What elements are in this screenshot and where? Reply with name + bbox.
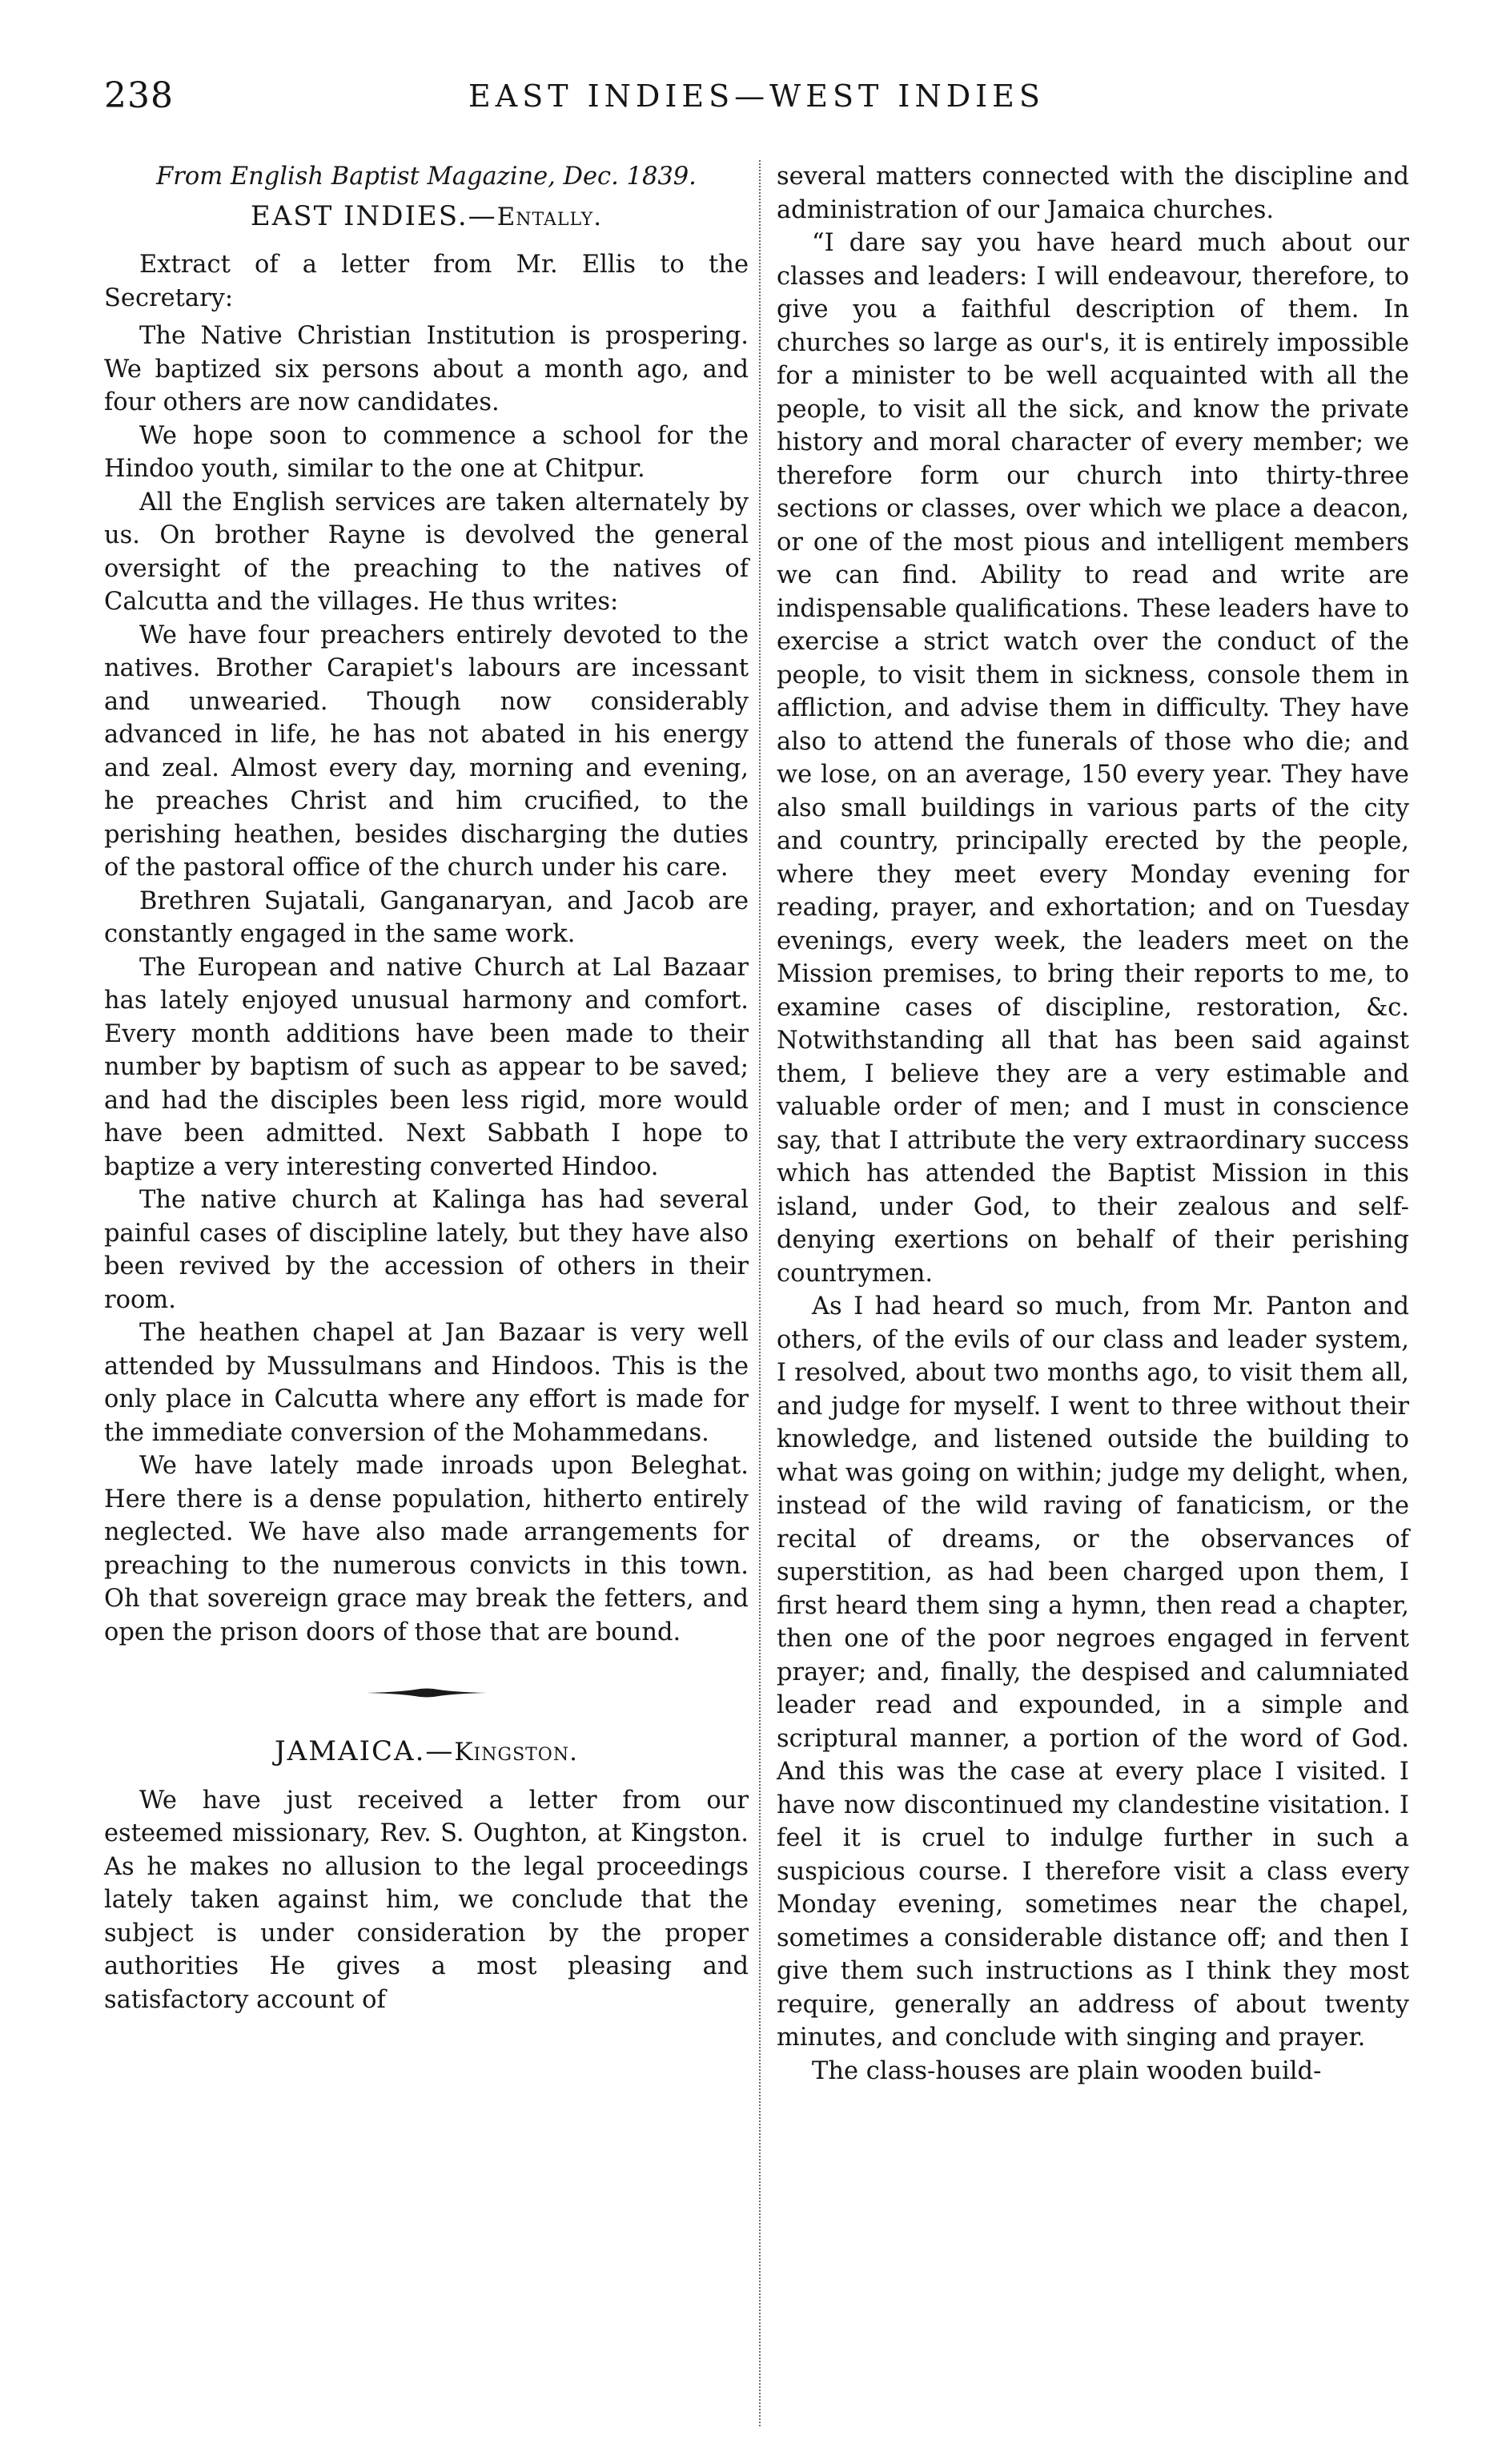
paragraph: All the English services are taken alternately by us. On brother Rayne is devolved the general oversight of the preaching to the natives of Calcutta and the villages. He thus writes: [104, 488, 749, 616]
paragraph: “I dare say you have heard much about our classes and leaders: I will endeavour, therefore, to give you a faithful description of them. In churches so large as our's, it is entirely impossible for a minister to be well acquainted with all the people, to visit all the sick, and know the private history and moral character of every member; we therefore form our church into thirty-three sections or classes, over which we place a deacon, or one of the most pious and intelligent members we can find. Ability to read and write are indispensable qualifications. These leaders have to exercise a strict watch over the conduct of the people, to visit them in sickness, console them in affliction, and advise them in difficulty. They have also to attend the funerals of those who die; and we lose, on an average, 150 every year. They have also small buildings in various parts of the city and country, principally erected by the people, where they meet every Monday evening for reading, prayer, and exhortation; and on Tuesday evenings, every week, the leaders meet on the Mission premises, to bring their reports to me, to examine cases of discipline, restoration, &c. Notwithstanding all that has been said against them, I believe they are a very estimable and valuable order of men; and I must in conscience say, that I attribute the very extraordinary success which has attended the Baptist Mission in this island, under God, to their zealous and self-denying exertions on behalf of their perishing countrymen. [777, 229, 1409, 1288]
paragraph: The European and native Church at Lal Bazaar has lately enjoyed unusual harmony and comfort. Every month additions have been made to their number by baptism of such as appear to be saved; and had the disciples been less rigid, more would have been admitted. Next Sabbath I hope to baptize a very interesting converted Hindoo. [104, 953, 749, 1181]
heading-main: EAST INDIES.— [250, 199, 497, 232]
paragraph: The Native Christian Institution is prospering. We baptized six persons about a month ago, and four others are now candidates. [104, 322, 749, 416]
left-column [104, 160, 749, 2016]
right-column [777, 160, 1409, 2088]
page [104, 72, 1409, 2442]
divider-ornament-icon [367, 1685, 487, 1701]
source-line: From English Baptist Magazine, Dec. 1839. [156, 163, 697, 191]
running-head [104, 72, 1409, 128]
ornamental-divider [104, 1665, 749, 1721]
section-heading-jamaica [104, 1735, 749, 1770]
paragraph: The heathen chapel at Jan Bazaar is very well attended by Mussulmans and Hindoos. This is the only place in Calcutta where any effort is made for the immediate conversion of the Mohammedans. [104, 1319, 749, 1447]
paragraph: We have just received a letter from our esteemed missionary, Rev. S. Oughton, at Kingston. As he makes no allusion to the legal proceedings lately taken against him, we conclude that the subject is under consideration by the proper authorities He gives a most pleasing and satisfactory account of [104, 1786, 749, 2014]
column-rule [759, 160, 761, 2426]
paragraph: We have four preachers entirely devoted to the natives. Brother Carapiet's labours are incessant and unwearied. Though now considerably advanced in life, he has not abated in his energy and zeal. Almost every day, morning and evening, he preaches Christ and him crucified, to the perishing heathen, besides discharging the duties of the pastoral office of the church under his care. [104, 621, 749, 882]
paragraph: We have lately made inroads upon Beleghat. Here there is a dense population, hitherto entirely neglected. We have also made arrangements for preaching to the numerous convicts in this town. Oh that sovereign grace may break the fetters, and open the prison doors of those that are bound. [104, 1452, 749, 1646]
paragraph: Brethren Sujatali, Ganganaryan, and Jacob are constantly engaged in the same work. [104, 886, 749, 948]
section-heading-east-indies [104, 200, 749, 235]
paragraph: The class-houses are plain wooden build- [812, 2056, 1322, 2085]
paragraph: As I had heard so much, from Mr. Panton and others, of the evils of our class and leader system, I resolved, about two months ago, to visit them all, and judge for myself. I went to three without their knowledge, and listened outside the building to what was going on within; judge my delight, when, instead of the wild raving of fanaticism, or the recital of dreams, or the observances of superstition, as had been charged upon them, I first heard them sing a hymn, then read a chapter, then one of the poor negroes engaged in fervent prayer; and, finally, the despised and calumniated leader read and expounded, in a simple and scriptural manner, a portion of the word of God. And this was the case at every place I visited. I have now discontinued my clandestine visitation. I feel it is cruel to indulge further in such a suspicious course. I therefore visit a class every Monday evening, sometimes near the chapel, sometimes a considerable distance off; and then I give them such instructions as I think they most require, generally an address of about twenty minutes, and conclude with singing and prayer. [777, 1292, 1409, 2052]
paragraph: Extract of a letter from Mr. Ellis to the Secretary: [104, 251, 749, 312]
page-number: 238 [104, 75, 174, 116]
heading-sub: Kingston. [454, 1738, 578, 1767]
paragraph: several matters connected with the discipline and administration of our Jamaica churches. [777, 163, 1409, 224]
heading-main: JAMAICA.— [275, 1735, 455, 1767]
paragraph: The native church at Kalinga has had several painful cases of discipline lately, but they have also been revived by the accession of others in their room. [104, 1186, 749, 1314]
heading-sub: Entally. [496, 202, 603, 231]
running-title: EAST INDIES—WEST INDIES [468, 78, 1045, 114]
paragraph: We hope soon to commence a school for the Hindoo youth, similar to the one at Chitpur. [104, 421, 749, 483]
